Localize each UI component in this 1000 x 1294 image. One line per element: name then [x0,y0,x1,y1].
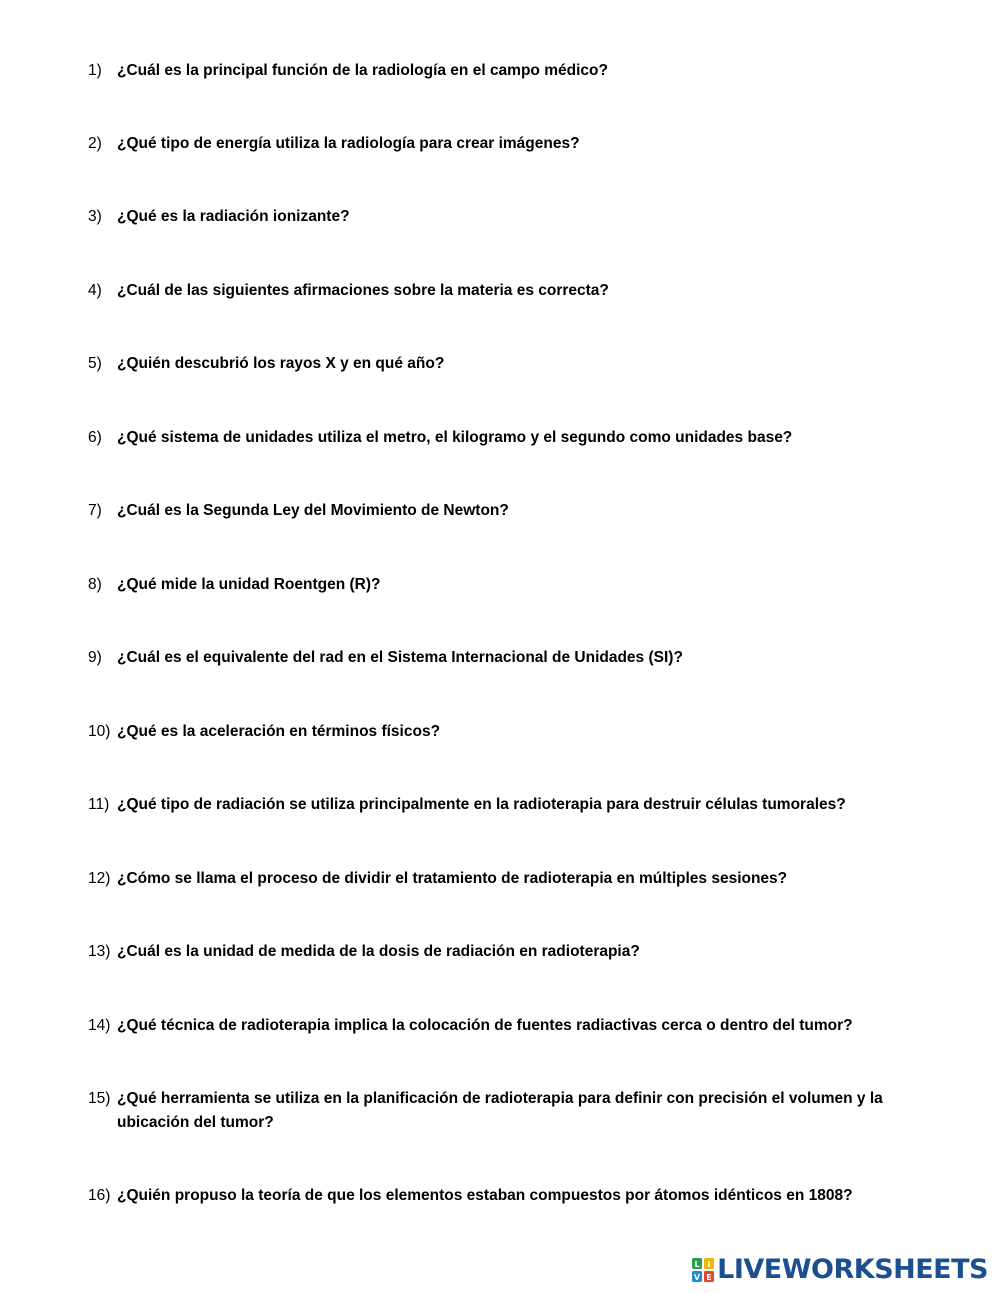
question-text: ¿Cómo se llama el proceso de dividir el tratamiento de radioterapia en múltiples sesiones? [117,870,788,887]
question-text: ¿Cuál es la unidad de medida de la dosis de radiación en radioterapia? [117,943,640,960]
question-number: 8) [88,576,102,593]
question-number: 12) [88,870,111,887]
question-item [88,132,908,156]
question-number: 6) [88,429,102,446]
question-item [88,720,908,744]
question-text: ¿Cuál es la Segunda Ley del Movimiento de Newton? [117,502,509,519]
liveworksheets-logo-icon [692,1258,714,1282]
question-text: ¿Cuál es el equivalente del rad en el Sistema Internacional de Unidades (SI)? [117,649,683,666]
question-number: 7) [88,502,102,519]
question-number: 10) [88,723,111,740]
question-item [88,1087,908,1135]
question-item [88,1184,908,1208]
svg-text:E: E [706,1273,712,1282]
question-text: ¿Cuál es la principal función de la radiología en el campo médico? [117,62,608,79]
question-number: 1) [88,62,102,79]
question-item [88,352,908,376]
svg-text:L: L [694,1260,700,1269]
question-item [88,793,908,817]
question-number: 13) [88,943,111,960]
question-text: ¿Qué es la radiación ionizante? [117,208,350,225]
question-item [88,573,908,597]
question-number: 15) [88,1090,111,1107]
svg-text:I: I [707,1260,711,1269]
question-text: ¿Cuál de las siguientes afirmaciones sobre la materia es correcta? [117,282,609,299]
question-text: ¿Quién descubrió los rayos X y en qué año? [117,355,445,372]
question-text: ¿Qué es la aceleración en términos físicos? [117,723,441,740]
question-text: ¿Qué mide la unidad Roentgen (R)? [117,576,381,593]
question-text: ¿Qué herramienta se utiliza en la planificación de radioterapia para definir con precisión el volumen y la ubicación del tumor? [117,1090,883,1131]
question-number: 4) [88,282,102,299]
question-number: 16) [88,1187,111,1204]
question-item [88,499,908,523]
question-item [88,940,908,964]
liveworksheets-logo [692,1255,988,1285]
question-item [88,279,908,303]
question-number: 3) [88,208,102,225]
question-number: 2) [88,135,102,152]
question-text: ¿Quién propuso la teoría de que los elementos estaban compuestos por átomos idénticos en 1808? [117,1187,853,1204]
question-number: 11) [88,796,110,813]
question-item [88,426,908,450]
question-text: ¿Qué tipo de energía utiliza la radiología para crear imágenes? [117,135,580,152]
question-text: ¿Qué sistema de unidades utiliza el metro, el kilogramo y el segundo como unidades base? [117,429,793,446]
question-number: 5) [88,355,102,372]
logo-text: LIVEWORKSHEETS [717,1254,988,1285]
question-item [88,646,908,670]
question-item [88,1014,908,1038]
question-text: ¿Qué técnica de radioterapia implica la colocación de fuentes radiactivas cerca o dentro del tumor? [117,1017,853,1034]
question-item [88,59,908,83]
question-number: 14) [88,1017,111,1034]
question-item [88,867,908,891]
question-text: ¿Qué tipo de radiación se utiliza principalmente en la radioterapia para destruir células tumorales? [117,796,846,813]
question-number: 9) [88,649,102,666]
svg-text:V: V [694,1273,701,1282]
question-item [88,205,908,229]
